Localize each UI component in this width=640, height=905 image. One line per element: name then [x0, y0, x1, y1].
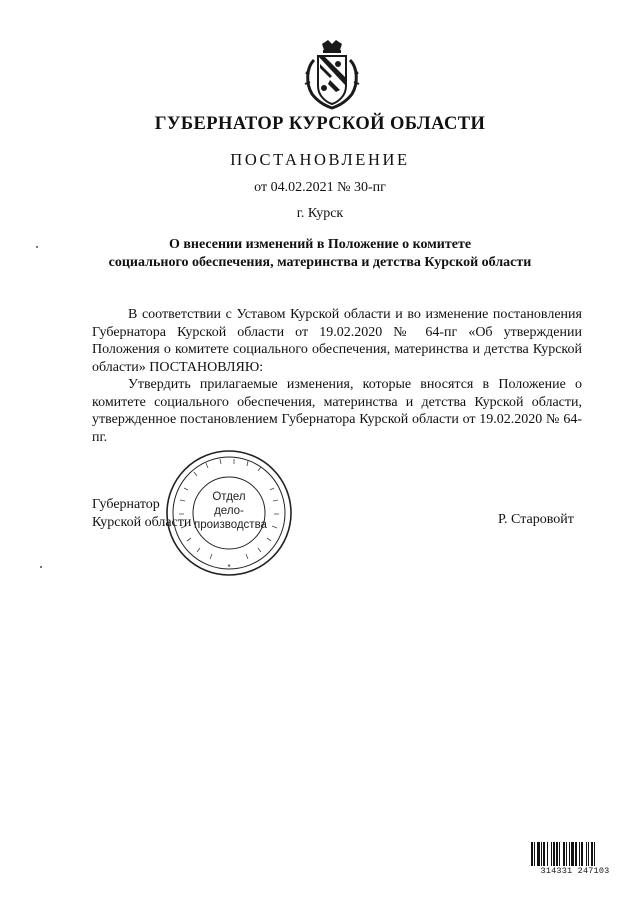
document-title [60, 236, 580, 272]
document-body [92, 306, 582, 446]
issuing-authority: ГУБЕРНАТОР КУРСКОЙ ОБЛАСТИ [154, 114, 486, 134]
title-line-1: О внесении изменений в Положение о комитете [168, 237, 472, 252]
stamp-line-2: дело- [214, 505, 244, 517]
scan-speck [40, 566, 42, 568]
stamp-line-3: производства [194, 519, 267, 531]
document-type: ПОСТАНОВЛЕНИЕ [230, 150, 410, 169]
city: г. Курск [296, 206, 344, 221]
stamp-inner-text [194, 490, 267, 532]
signer-name: Р. Старовойт [498, 512, 574, 527]
svg-text:*: * [227, 563, 231, 572]
stamp-line-1: Отдел [212, 491, 246, 503]
body-paragraph-2: Утвердить прилагаемые изменения, которые вносятся в Положение о комитете социального обеспечения, материнства и детства Курской области, утвержденное постановлением Губернатора Курской области от 19.02.2020 № 64-пг. [92, 377, 582, 445]
coat-of-arms-icon [300, 38, 364, 110]
barcode-number: 314331 247103 [530, 866, 620, 876]
scan-speck [36, 246, 38, 248]
title-line-2: социального обеспечения, материнства и детства Курской области [108, 255, 532, 270]
signer-position-line-2: Курской области [92, 515, 192, 530]
body-paragraph-1: В соответствии с Уставом Курской области и во изменение постановления Губернатора Курской области от 19.02.2020 № 64-пг «Об утверждении Положения о комитете социального обеспечения, материнства и детства Курской области» ПОСТАНОВЛЯЮ: [92, 307, 582, 375]
date-and-number: от 04.02.2021 № 30-пг [254, 180, 386, 195]
signer-position-line-1: Губернатор [92, 497, 160, 512]
